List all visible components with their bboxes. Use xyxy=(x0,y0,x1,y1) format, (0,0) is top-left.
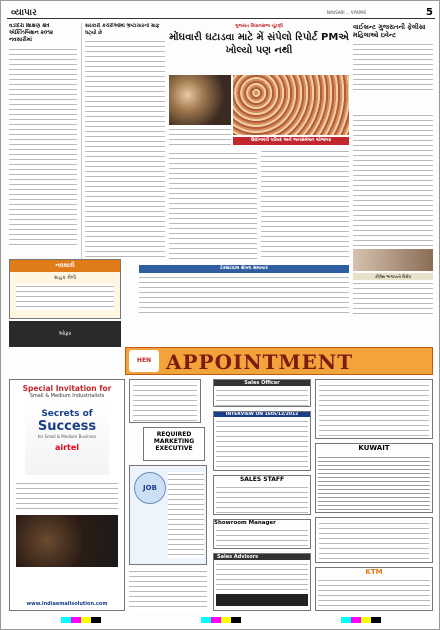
required-line2: MARKETING xyxy=(153,438,195,445)
right-headline: વાઈબ્રન્ટ ગુજરાતની ફેલીસા મહિલાઓ ઇવેન્ટ xyxy=(353,23,426,39)
invitation-website[interactable]: www.indiaemallsolution.com xyxy=(26,601,108,607)
lead-photo-caption xyxy=(169,127,231,149)
lead-photo-crowd xyxy=(233,75,349,135)
appointment-banner xyxy=(125,347,433,375)
sales-advisors-logo-bar xyxy=(216,594,308,606)
sales-staff-text xyxy=(216,485,308,515)
showroom-ad xyxy=(213,519,311,549)
invitation-details xyxy=(16,481,118,511)
classified-ad-3 xyxy=(315,517,433,563)
jobs-text xyxy=(168,472,204,558)
airtel-logo: airtel xyxy=(54,443,80,452)
second-column xyxy=(81,23,165,268)
invitation-subtitle: Small & Medium Industrialists xyxy=(29,393,105,399)
navsari-ad-title: નવસારી xyxy=(10,260,120,272)
interview-ad xyxy=(213,411,311,471)
page-header xyxy=(7,7,435,19)
classified-ad-1 xyxy=(129,379,201,423)
second-body-text xyxy=(85,39,165,259)
sales-staff-ad xyxy=(213,475,311,515)
right-column-top xyxy=(353,23,433,111)
jobs-ad xyxy=(129,465,207,565)
bottom-right-strip: કોંગ્રેસ ભાજપનો વિરોધ xyxy=(353,273,433,280)
school-ad xyxy=(315,379,433,439)
required-line1: REQUIRED xyxy=(156,431,192,438)
sales-staff-title: SALES STAFF xyxy=(239,476,285,483)
success-text: Success xyxy=(37,419,97,434)
ktm-title: KTM xyxy=(365,568,383,576)
left-column xyxy=(9,23,77,255)
invitation-sub2: for Small & Medium Business xyxy=(37,434,97,439)
required-line3: EXECUTIVE xyxy=(155,445,193,452)
navsari-ad-subtitle: ગ્રાહક મેળો xyxy=(53,275,77,281)
appointment-title: APPOINTMENT xyxy=(166,350,354,374)
invitation-speakers-photo xyxy=(16,515,118,567)
registration-marks-right xyxy=(341,617,381,623)
masthead: વ્યાપાર xyxy=(11,8,37,18)
secrets-of-success-block xyxy=(25,405,109,475)
right-column-body xyxy=(353,113,433,263)
hen-logo: HEN xyxy=(129,350,159,372)
lead-caption-bar: ઉદ્યોગમંત્રી પરિષદ અને જનસંમેલન યોજાયા xyxy=(233,137,349,145)
sales-officer-title: Sales Officer xyxy=(214,380,310,386)
navsari-ad xyxy=(9,259,121,319)
right-column-photo xyxy=(353,249,433,271)
navsari-ad-body xyxy=(16,284,114,310)
secrets-text: Secrets of xyxy=(41,409,93,419)
sales-advisors-ad xyxy=(213,553,311,611)
sales-advisors-text xyxy=(216,562,308,592)
page-number: 5 xyxy=(426,7,433,18)
second-headline: સરકારી કચેરીઓમાં ભ્રષ્ટાચારનો ગ્રાફ ઘટ્યો છે xyxy=(85,23,160,36)
left-body-text xyxy=(9,47,77,247)
right-body-text xyxy=(353,42,433,92)
lead-kicker: ગુજરાત વિધાનસભા ચૂંટણી xyxy=(235,24,283,29)
special-invitation-ad xyxy=(9,379,125,611)
kuwait-table xyxy=(318,454,430,512)
small-dark-ad: ઓફર xyxy=(9,321,121,347)
lead-headline: મોંઘવારી ઘટાડવા માટે મેં સંપેલો રિપોર્ટ PMએ ખોલ્યો પણ નથી xyxy=(169,32,349,56)
sales-officer-ad xyxy=(213,379,311,407)
center-lower-text xyxy=(139,275,349,315)
dateline: NAVSARI ... VYAPAR xyxy=(327,10,367,15)
school-ad-text xyxy=(319,383,429,437)
classified-ad-2 xyxy=(129,569,207,611)
lead-photo-left xyxy=(169,75,231,125)
ktm-text xyxy=(318,578,430,608)
interview-title: INTERVIEW ON 16th/12/2012 xyxy=(214,412,310,417)
showroom-title: Showroom Manager xyxy=(214,520,276,526)
left-headline: વડોદરા શિક્ષણ ક્ષેત્રે એક્ઝિબિશન ૨૦૧૨ નવસારીમાં xyxy=(9,23,54,43)
classified-ad-3-text xyxy=(319,521,429,561)
invitation-title: Special Invitation for xyxy=(22,384,112,393)
kuwait-ad xyxy=(315,443,433,513)
sales-officer-text xyxy=(216,388,308,406)
registration-marks-left xyxy=(61,617,101,623)
interview-text xyxy=(216,419,308,469)
lead-body-left xyxy=(169,151,257,259)
jobs-badge: JOB xyxy=(134,472,166,504)
ktm-ad xyxy=(315,567,433,611)
lead-story-header xyxy=(169,23,349,73)
registration-marks-center xyxy=(201,617,241,623)
lead-body-right xyxy=(261,149,349,259)
showroom-text xyxy=(216,528,308,548)
right-lower-text xyxy=(353,281,433,315)
center-banner: ટેક્સટાઇલ ક્ષેત્રના સમાચાર xyxy=(139,265,349,273)
classified-ad-1-text xyxy=(133,383,197,421)
kuwait-title: KUWAIT xyxy=(358,444,390,452)
required-marketing-ad xyxy=(143,427,205,461)
sales-advisors-title: Sales Advisors xyxy=(214,554,310,560)
